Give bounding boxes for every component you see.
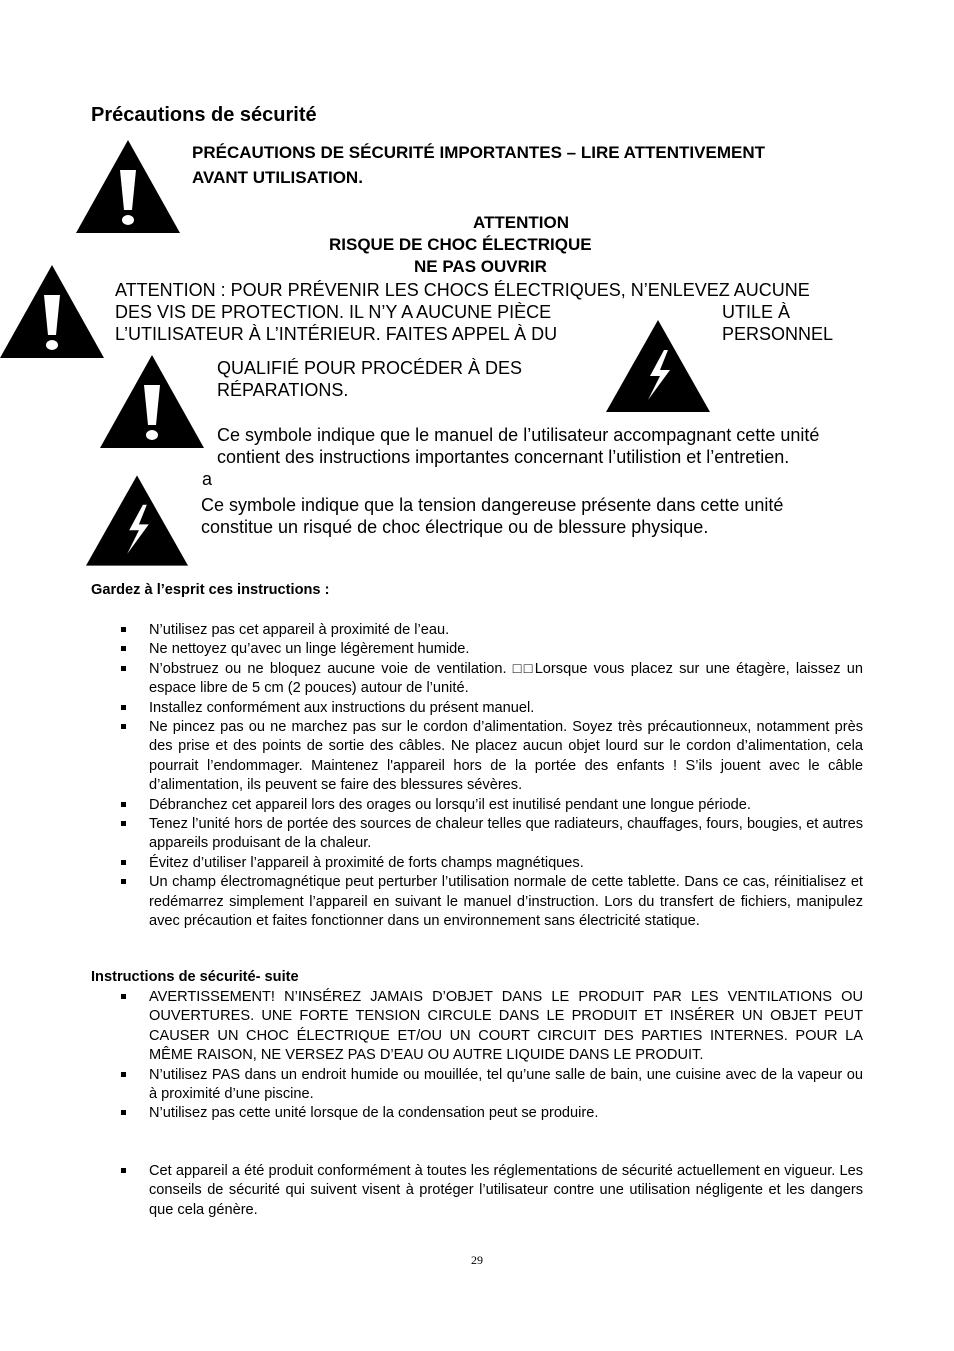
keep-instructions-heading: Gardez à l’esprit ces instructions : — [91, 582, 330, 598]
page-title: Précautions de sécurité — [91, 104, 317, 126]
caution-risk: RISQUE DE CHOC ÉLECTRIQUE — [329, 235, 592, 254]
page-number: 29 — [471, 1253, 483, 1267]
caution-text-line-2a: DES VIS DE PROTECTION. IL N’Y A AUCUNE PIÈCE — [115, 302, 552, 322]
final-instructions-list — [120, 1162, 863, 1220]
exclamation-symbol-line-1: Ce symbole indique que le manuel de l’utilisateur accompagnant cette unité — [217, 425, 820, 445]
list-item: Cet appareil a été produit conformément à toutes les réglementations de sécurité actuellement en vigueur. Les conseils de sécurité qui suivent visent à protéger l’utilisateur contre une utilisation négligente et les dangers que cela génère. — [120, 1162, 863, 1220]
stray-character: a — [202, 469, 213, 489]
continued-instructions-heading: Instructions de sécurité- suite — [91, 969, 299, 985]
lightning-symbol-line-2: constitue un risqué de choc électrique ou de blessure physique. — [201, 517, 709, 537]
caution-text-line-2b: UTILE À — [722, 302, 791, 322]
warning-exclamation-icon — [0, 265, 104, 358]
important-line-1: PRÉCAUTIONS DE SÉCURITÉ IMPORTANTES – LIRE ATTENTIVEMENT — [192, 143, 765, 162]
keep-instructions-list — [120, 621, 863, 932]
lightning-symbol-line-1: Ce symbole indique que la tension dangereuse présente dans cette unité — [201, 495, 784, 515]
electric-shock-lightning-icon — [606, 320, 710, 412]
caution-do-not-open: NE PAS OUVRIR — [414, 257, 547, 276]
caution-text-line-4: QUALIFIÉ POUR PROCÉDER À DES — [217, 358, 523, 378]
electric-shock-lightning-icon — [86, 474, 188, 567]
list-item: AVERTISSEMENT! N’INSÉREZ JAMAIS D’OBJET DANS LE PRODUIT PAR LES VENTILATIONS OU OUVERTURES. UNE FORTE TENSION CIRCULE DANS LE PRODUIT ET INSÉRER UN OBJET PEUT CAUSER UN CHOC ÉLECTRIQUE ET/OU UN COURT CIRCUIT DES PARTIES INTERNES. POUR LA MÊME RAISON, NE VERSEZ PAS D’EAU OU AUTRE LIQUIDE DANS LE PRODUIT. — [120, 988, 863, 1066]
list-item: Installez conformément aux instructions du présent manuel. — [120, 699, 863, 718]
list-item: Tenez l’unité hors de portée des sources de chaleur telles que radiateurs, chauffages, fours, bougies, et autres appareils produisant de la chaleur. — [120, 815, 863, 854]
list-item: Ne nettoyez qu’avec un linge légèrement humide. — [120, 640, 863, 659]
list-item: Ne pincez pas ou ne marchez pas sur le cordon d’alimentation. Soyez très précautionneux, notamment près des prise et des points de sortie des câbles. Ne placez aucun objet lourd sur le cordon d’alimentation, cela pourrait l’endommager. Maintenez l'appareil hors de la portée des enfants ! S’ils jouent avec le câble d’alimentation, ils peuvent se faire des blessures sévères. — [120, 718, 863, 796]
caution-text-line-5: RÉPARATIONS. — [217, 380, 349, 400]
exclamation-symbol-line-2: contient des instructions importantes concernant l’utilistion et l’entretien. — [217, 447, 790, 467]
warning-exclamation-icon — [100, 355, 204, 448]
list-item: N’utilisez PAS dans un endroit humide ou mouillée, tel qu’une salle de bain, une cuisine avec de la vapeur ou à proximité d’une piscine. — [120, 1066, 863, 1105]
list-item: N’utilisez pas cette unité lorsque de la condensation peut se produire. — [120, 1104, 863, 1123]
caution-text-line-3b: PERSONNEL — [722, 324, 834, 344]
list-item: N’utilisez pas cet appareil à proximité de l’eau. — [120, 621, 863, 640]
list-item: Un champ électromagnétique peut perturber l’utilisation normale de cette tablette. Dans ce cas, réinitialisez et redémarrez simplement l’appareil en suivant le manuel d’instruction. Lors du transfert de fichiers, manipulez avec précaution et faites fonctionner dans un environnement sans électricité statique. — [120, 873, 863, 931]
list-item: N’obstruez ou ne bloquez aucune voie de ventilation. □□Lorsque vous placez sur une étagère, laissez un espace libre de 5 cm (2 pouces) autour de l’unité. — [120, 660, 863, 699]
list-item: Évitez d’utiliser l’appareil à proximité de forts champs magnétiques. — [120, 854, 863, 873]
list-item: Débranchez cet appareil lors des orages ou lorsqu’il est inutilisé pendant une longue période. — [120, 796, 863, 815]
warning-exclamation-icon — [76, 140, 180, 233]
caution-attention: ATTENTION — [473, 213, 570, 232]
continued-instructions-list — [120, 988, 863, 1124]
caution-text-line-3a: L’UTILISATEUR À L’INTÉRIEUR. FAITES APPEL À DU — [115, 324, 558, 344]
caution-text-line-1: ATTENTION : POUR PRÉVENIR LES CHOCS ÉLECTRIQUES, N’ENLEVEZ AUCUNE — [115, 280, 810, 300]
important-line-2: AVANT UTILISATION. — [192, 168, 363, 187]
